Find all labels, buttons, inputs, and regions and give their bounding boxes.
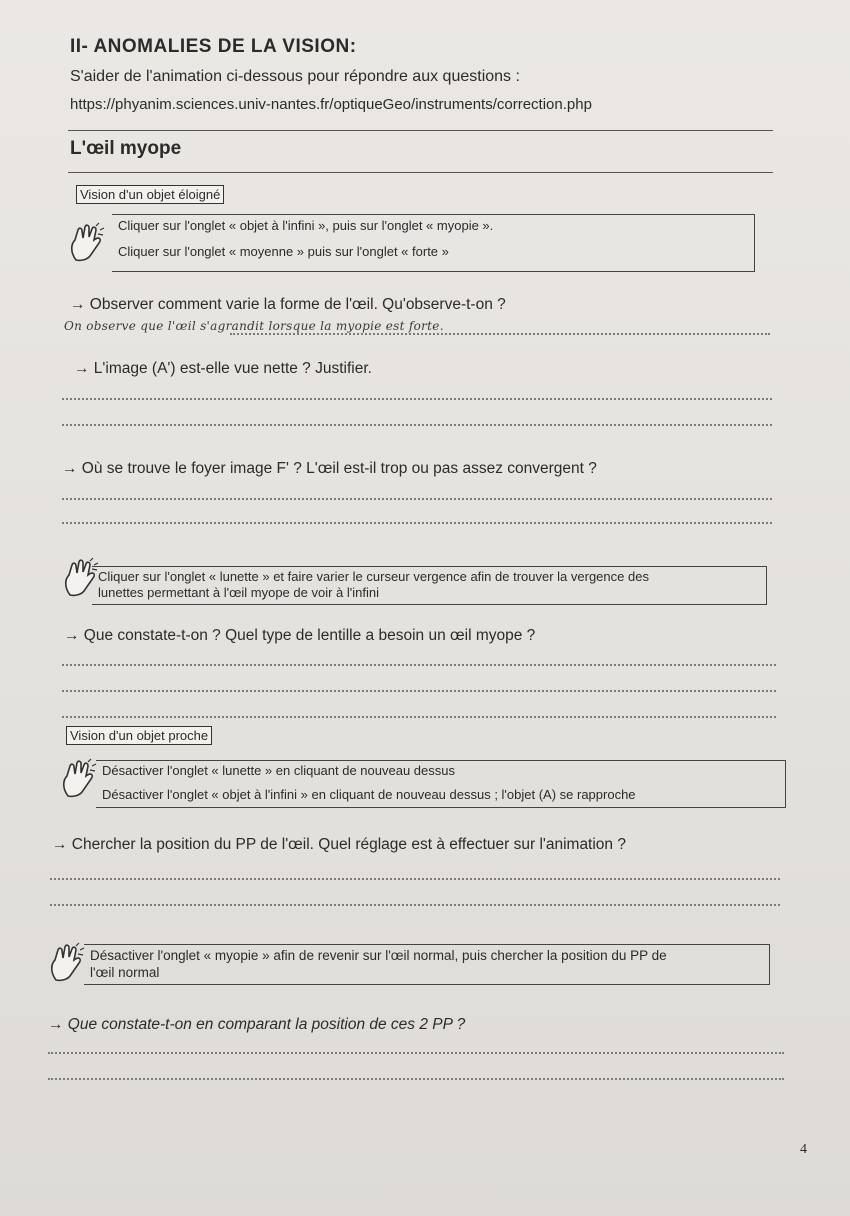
near-vision-tag: Vision d'un objet proche	[66, 726, 212, 745]
near-instruction-3a: Désactiver l'onglet « myopie » afin de revenir sur l'œil normal, puis chercher la position du PP de	[90, 948, 667, 963]
question-focus: → Où se trouve le foyer image F' ? L'œil est-il trop ou pas assez convergent ?	[62, 460, 597, 477]
answer-line	[230, 333, 770, 335]
far-instruction-3b: lunettes permettant à l'œil myope de voir à l'infini	[98, 585, 379, 600]
answer-line	[48, 1078, 784, 1080]
question-shape: → Observer comment varie la forme de l'œil. Qu'observe-t-on ?	[70, 296, 506, 313]
answer-line	[62, 716, 776, 718]
question-compare-pp: → Que constate-t-on en comparant la position de ces 2 PP ?	[48, 1016, 466, 1033]
far-vision-tag: Vision d'un objet éloigné	[76, 185, 224, 204]
question-pp-position: → Chercher la position du PP de l'œil. Quel réglage est à effectuer sur l'animation ?	[52, 836, 626, 853]
answer-line	[62, 690, 776, 692]
animation-url: https://phyanim.sciences.univ-nantes.fr/optiqueGeo/instruments/correction.php	[70, 96, 592, 113]
far-instruction-box-1	[112, 214, 755, 272]
far-instruction-1: Cliquer sur l'onglet « objet à l'infini », puis sur l'onglet « myopie ».	[118, 218, 494, 233]
far-instruction-3a: Cliquer sur l'onglet « lunette » et faire varier le curseur vergence afin de trouver la vergence des	[98, 569, 649, 584]
hand-pointer-icon	[46, 942, 86, 982]
intro-text: S'aider de l'animation ci-dessous pour répondre aux questions :	[70, 68, 520, 85]
answer-line	[62, 498, 772, 500]
answer-line	[50, 878, 780, 880]
near-instruction-box-2	[84, 944, 770, 985]
section-rule-top	[68, 130, 773, 131]
near-instruction-box-1	[96, 760, 786, 808]
far-instruction-box-2	[92, 566, 767, 605]
question-lens-type: → Que constate-t-on ? Quel type de lentille a besoin un œil myope ?	[64, 627, 536, 644]
answer-line	[48, 1052, 784, 1054]
section-title: L'œil myope	[70, 138, 182, 159]
answer-line	[62, 664, 776, 666]
near-instruction-1: Désactiver l'onglet « lunette » en cliquant de nouveau dessus	[102, 763, 455, 778]
question-image-sharp: → L'image (A') est-elle vue nette ? Justifier.	[74, 360, 372, 377]
far-instruction-2: Cliquer sur l'onglet « moyenne » puis sur l'onglet « forte »	[118, 244, 449, 259]
answer-line	[62, 398, 772, 400]
answer-line	[50, 904, 780, 906]
hand-pointer-icon	[66, 222, 106, 262]
near-instruction-2: Désactiver l'onglet « objet à l'infini » en cliquant de nouveau dessus ; l'objet (A) se rapproche	[102, 787, 636, 802]
answer-line	[62, 424, 772, 426]
near-instruction-3b: l'œil normal	[90, 965, 160, 980]
hand-pointer-icon	[58, 758, 98, 798]
page-number: 4	[800, 1142, 807, 1157]
section-rule-bottom	[68, 172, 773, 173]
answer-line	[62, 522, 772, 524]
handwritten-answer: On observe que l'œil s'agrandit lorsque la myopie est forte.	[64, 319, 444, 333]
page-title: II- ANOMALIES DE LA VISION:	[70, 36, 357, 57]
